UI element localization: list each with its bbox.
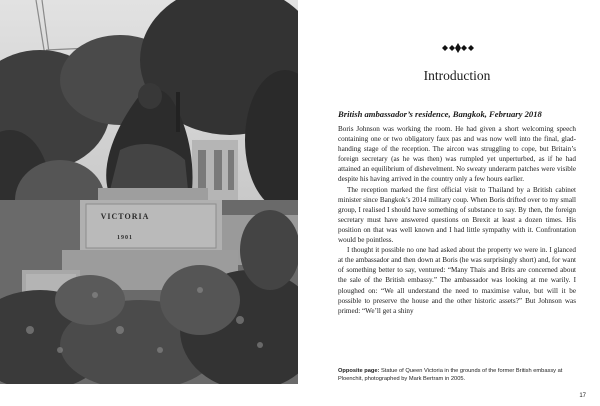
caption-text: Statue of Queen Victoria in the grounds of the former British embassy at Ploenchit, photographed by Mark Bertram in 2005.: [338, 368, 563, 383]
paragraph-2: The reception marked the first official visit to Thailand by a British cabinet minister since Bangkok’s 2014 military coup. When Boris drifted over to my small group, I realised I should have something of substance to say. By then, the foreign secretary must have answered questions on Brexit at least a dozen times. His position on that was well known and I had little sympathy with it. Confrontation would be pointless.: [338, 185, 576, 245]
text-page: [338, 0, 576, 406]
inscription-name: VICTORIA: [100, 212, 150, 221]
pedestal-inscription: [92, 212, 158, 241]
statue-photograph: [0, 0, 298, 384]
chapter-title: Introduction: [423, 68, 491, 83]
photo-caption: [338, 367, 576, 384]
paragraph-1: Boris Johnson was working the room. He had given a short welcoming speech containing one or two obligatory faux pas and was now well into the final, glad-handing stage of the reception. The aircon was struggling to cope, but Britain’s foreign secretary (as he was then) was rumpled yet unperturbed, as if he had attained an equilibrium of dishevelment. No sweaty underarm patches were visible despite his having arrived in the country only a few hours earlier.: [338, 125, 576, 184]
body-text: [338, 124, 576, 346]
section-heading: British ambassador’s residence, Bangkok, February 2018: [338, 109, 542, 119]
page-number: 17: [579, 393, 586, 399]
paragraph-3: I thought it possible no one had asked about the property we were in. I glanced at the ambassador and then down at Boris (he was surprisingly short) and, for want of something better to say, ventured: “Many Thais and Brits are concerned about the sale of the British embassy.” The ambassador was looking at me warily. I ploughed on: “We all understand the need to maximise value, but will it be possible to preserve the house and the other historic assets?” But Johnson was primed: “We’ll get a shiny: [338, 246, 576, 315]
inscription-year: 1901: [117, 235, 133, 241]
diamond-ornament-icon: [438, 43, 478, 53]
caption-label: Opposite page:: [338, 368, 380, 374]
